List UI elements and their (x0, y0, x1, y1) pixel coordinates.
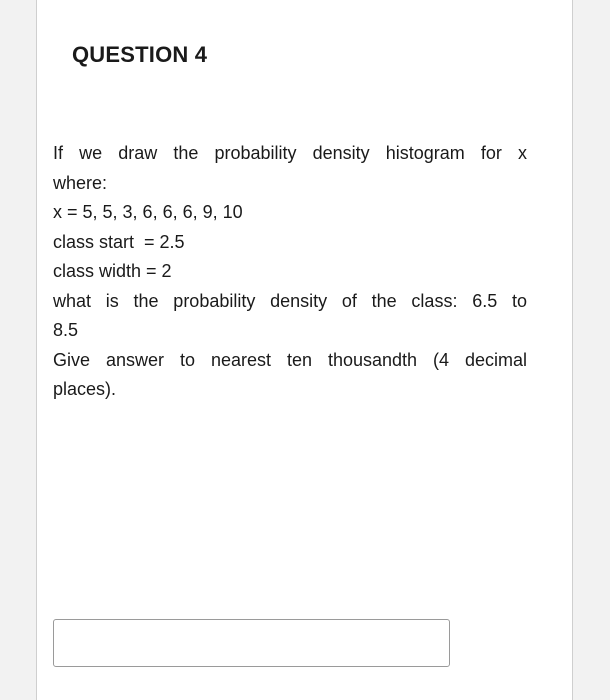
question-line: class start = 2.5 (53, 231, 185, 252)
question-line: what is the probability density of the class: 6.5 to (53, 290, 527, 311)
question-line: Give answer to nearest ten thousandth (4 decimal (53, 349, 527, 370)
question-line: x = 5, 5, 3, 6, 6, 6, 9, 10 (53, 202, 243, 222)
question-line: If we draw the probability density histogram for x (53, 143, 527, 163)
question-text (53, 139, 527, 405)
question-card (36, 0, 573, 700)
question-line: class width = 2 (53, 261, 172, 281)
answer-input[interactable] (53, 619, 450, 667)
question-line: places). (53, 379, 117, 399)
question-title: QUESTION 4 (72, 42, 208, 67)
question-line: 8.5 (53, 320, 79, 340)
question-line: where: (53, 172, 108, 193)
